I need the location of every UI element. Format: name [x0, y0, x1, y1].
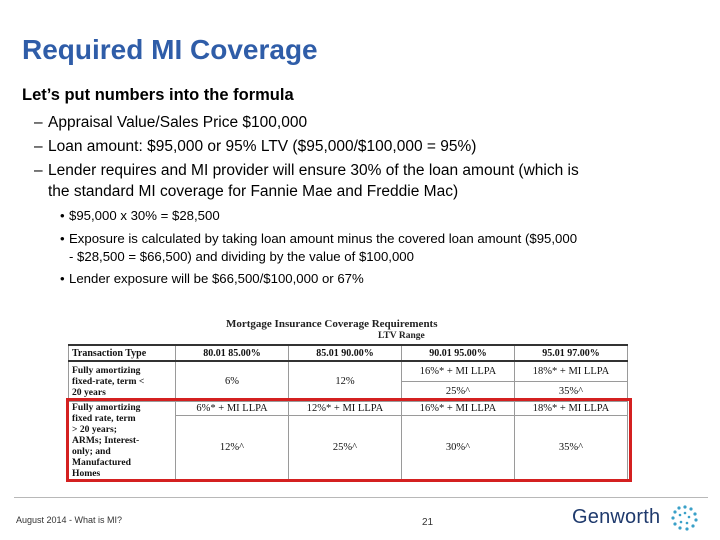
row-label-line: > 20 years;: [72, 423, 117, 435]
bullet-marker: •: [60, 231, 65, 246]
bullet-text: - $28,500 = $66,500) and dividing by the value of $100,000: [69, 249, 414, 264]
genworth-logo-icon: [667, 504, 703, 532]
table-cell: 18%* + MI LLPA: [515, 361, 628, 381]
dash-item-continued: [48, 182, 698, 201]
table-header-row: [69, 345, 628, 361]
dash-item: [34, 113, 684, 132]
table-cell: 6%* + MI LLPA: [176, 401, 289, 415]
dash-text: Appraisal Value/Sales Price $100,000: [48, 114, 308, 131]
dash-text: Lender requires and MI provider will ensure 30% of the loan amount (which is: [48, 162, 579, 179]
dash-item: [34, 137, 684, 156]
bullet-text: Lender exposure will be $66,500/$100,000 or 67%: [69, 271, 364, 286]
bullet-item: [60, 207, 700, 225]
dash-marker: –: [34, 114, 43, 131]
slide-title: Required MI Coverage: [22, 34, 318, 65]
table-cell: 12%* + MI LLPA: [289, 401, 402, 415]
row-label-line: Fully amortizing: [72, 401, 141, 413]
bullet-item: [60, 230, 700, 248]
highlight-box: [66, 398, 632, 482]
table-cell: 16%* + MI LLPA: [402, 401, 515, 415]
table-cell: 35%^: [515, 415, 628, 479]
row-label-line: 20 years: [72, 386, 106, 398]
table-subcaption: LTV Range: [378, 331, 425, 341]
row-label-line: fixed-rate, term <: [72, 375, 145, 387]
table-row: [69, 361, 628, 381]
header-cell: 90.01 95.00%: [402, 345, 515, 361]
dash-marker: –: [34, 138, 43, 155]
row-label-line: fixed rate, term: [72, 412, 136, 424]
table-cell: 12%^: [176, 415, 289, 479]
lead-text: Let’s put numbers into the formula: [22, 86, 294, 104]
header-cell: 85.01 90.00%: [289, 345, 402, 361]
dash-text: the standard MI coverage for Fannie Mae and Freddie Mac): [48, 183, 459, 200]
table-cell: 6%: [176, 361, 289, 401]
table-caption: Mortgage Insurance Coverage Requirements: [226, 318, 438, 330]
bullet-marker: •: [60, 208, 65, 223]
bullet-item: [60, 270, 700, 288]
header-cell: 80.01 85.00%: [176, 345, 289, 361]
row-label-line: Manufactured: [72, 456, 131, 468]
table-cell: 12%: [289, 361, 402, 401]
dash-marker: –: [34, 162, 43, 179]
footer-text: August 2014 - What is MI?: [16, 515, 123, 525]
dash-text: Loan amount: $95,000 or 95% LTV ($95,000/$100,000 = 95%): [48, 138, 477, 155]
table-cell: 25%^: [402, 381, 515, 401]
row-label-line: Homes: [72, 467, 101, 479]
bullet-marker: •: [60, 271, 65, 286]
row-label-line: only; and: [72, 445, 111, 457]
bullet-text: Exposure is calculated by taking loan amount minus the covered loan amount ($95,000: [69, 231, 578, 246]
dash-item: [34, 161, 684, 180]
table-cell: 35%^: [515, 381, 628, 401]
bullet-text: $95,000 x 30% = $28,500: [69, 208, 220, 223]
genworth-logo-text: Genworth: [572, 506, 661, 528]
header-cell: 95.01 97.00%: [515, 345, 628, 361]
row-label-line: ARMs; Interest-: [72, 434, 140, 446]
footer-divider: [14, 497, 708, 498]
table-cell: 18%* + MI LLPA: [515, 401, 628, 415]
table-cell: 25%^: [289, 415, 402, 479]
table-cell: 30%^: [402, 415, 515, 479]
table-cell: 16%* + MI LLPA: [402, 361, 515, 381]
row-label-line: Fully amortizing: [72, 364, 141, 376]
header-cell: Transaction Type: [69, 345, 176, 361]
row-label: [69, 361, 176, 401]
page-number: 21: [422, 517, 434, 528]
bullet-item-continued: [69, 248, 709, 266]
